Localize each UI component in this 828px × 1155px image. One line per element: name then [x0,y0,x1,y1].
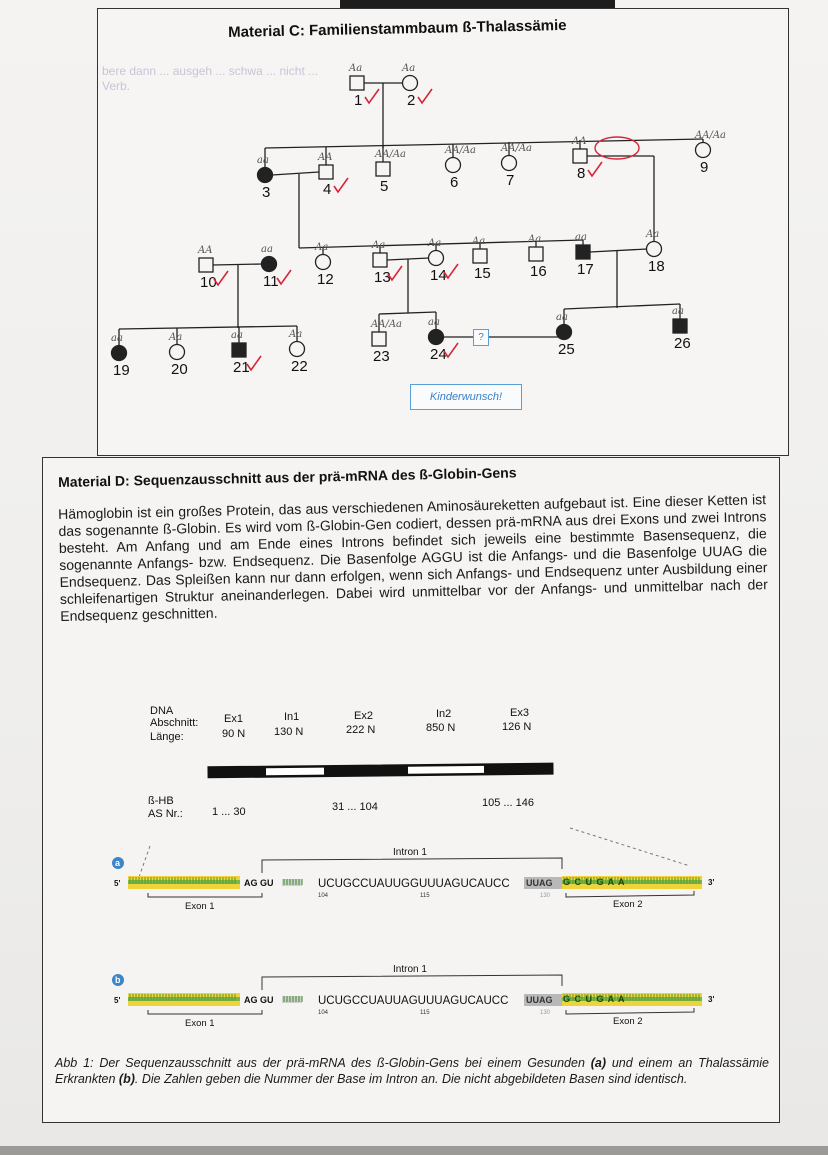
dna-table [150,705,531,743]
genotype-note-25: aa [556,312,568,323]
sec-in1: In1 [284,711,300,723]
caption-part3: . Die Zahlen geben die Nummer der Base im Intron an. Die nicht abgebildeten Basen sind identisch. [134,1072,688,1086]
individual-number-5: 5 [380,178,389,195]
individual-number-6: 6 [450,174,459,191]
exon1-label: Exon 1 [185,1018,215,1029]
unknown-child-box: ? [473,329,489,346]
laenge-label: Länge: [150,731,184,743]
genotype-note-8: AA [572,136,587,147]
individual-number-10: 10 [200,274,217,291]
genotype-note-6: AA/Aa [445,145,476,156]
genotype-note-17: aa [575,232,587,243]
individual-number-19: 19 [113,362,130,379]
genotype-note-15: Aa [472,236,486,247]
len-in2: 850 N [426,722,456,734]
individual-number-12: 12 [317,271,334,288]
hb-label: ß-HB [148,795,174,807]
exon1-label: Exon 1 [185,901,215,912]
dna-bar-outline [208,763,553,778]
paragraph-text: Hämoglobin ist ein großes Protein, das aus verschiedenen Aminosäureketten aufgebaut ist. Eine dieser Ketten ist das sogenannte ß-Globin. Es wird vom ß-Globin-Gen codiert, dessen prä-mRNA aus drei Exons und zwei Introns besteht. Am Anfang und am Ende eines Introns befindet sich jeweils eine bestimmte Basensequenz, die sogenannte Anfangs- bzw. Endsequenz. Die Basenfolge AGGU ist die Anfangs- und die Basenfolge UUAG die Endsequenz. Das Spleißen kann nur dann erfolgen, wenn sich Anfangs- und Endsequenz unter Ausbildung einer schleifenartigen Struktur aneinanderlegen. Dabei wird unmittelbar vor der Anfangs- und unmittelbar nach der Endsequenz geschnitten. [58,491,768,624]
individual-number-3: 3 [262,184,271,201]
panel-a [112,847,714,912]
five-prime-label: 5' [114,996,121,1005]
genotype-note-10: AA [198,245,213,256]
individual-number-4: 4 [323,181,332,198]
guide-left [138,846,150,880]
individual-number-21: 21 [233,359,250,376]
genotype-note-24: aa [428,317,440,328]
material-d-title: Material D: Sequenzausschnitt aus der prä-mRNA des ß-Globin-Gens [58,464,517,490]
len-ex3: 126 N [502,721,532,733]
panel-badge-letter: b [115,975,121,985]
exon2-label: Exon 2 [613,1016,643,1027]
figure-caption [55,1055,769,1087]
genotype-note-3: aa [257,155,269,166]
hb-range-3: 105 ... 146 [482,797,534,809]
exon2-bracket [566,1008,694,1014]
genotype-note-7: AA/Aa [501,143,532,154]
individual-number-25: 25 [558,341,575,358]
three-prime-label: 3' [708,878,715,887]
genotype-note-20: Aa [169,332,183,343]
individual-number-22: 22 [291,358,308,375]
individual-number-14: 14 [430,267,447,284]
individual-number-1: 1 [354,92,363,109]
individual-number-20: 20 [171,361,188,378]
individual-number-18: 18 [648,258,665,275]
hb-range-1: 1 ... 30 [212,806,246,818]
intron-bracket [262,975,562,990]
genotype-note-11: aa [261,244,273,255]
table-edge [0,1146,828,1155]
genotype-note-14: Aa [428,238,442,249]
individual-number-24: 24 [430,346,447,363]
genotype-note-13: Aa [372,240,386,251]
genotype-note-5: AA/Aa [375,149,406,160]
intron-bracket [262,858,562,873]
exon2-bracket [566,891,694,897]
position-104: 104 [318,1010,329,1016]
intron-label: Intron 1 [393,964,427,975]
dna-bar-intron2 [408,766,484,774]
len-ex2: 222 N [346,724,376,736]
sec-in2: In2 [436,708,452,720]
genotype-note-9: AA/Aa [695,130,726,141]
dna-bar [208,763,553,778]
start-sequence: AG GU [244,878,274,888]
individual-number-17: 17 [577,261,594,278]
individual-number-7: 7 [506,172,515,189]
genotype-note-19: aa [111,333,123,344]
individual-number-8: 8 [577,165,586,182]
individual-number-11: 11 [263,273,279,290]
genotype-note-23: AA/Aa [371,319,402,330]
genotype-note-21: aa [231,330,243,341]
exon1-bracket [148,1010,262,1014]
genotype-note-4: AA [318,152,333,163]
genotype-note-12: Aa [315,242,329,253]
hb-table [148,795,534,820]
individual-number-13: 13 [374,269,391,286]
exon1-bracket [148,893,262,897]
hb-range-2: 31 ... 104 [332,801,378,813]
individual-number-15: 15 [474,265,491,282]
intron-sequence: UCUGCCUAUUGGUUUAGUCAUCC [318,878,510,890]
position-115: 115 [420,893,430,899]
caption-part2: und einem an Thalassämie Erkrankten [55,1056,770,1086]
exon2-label: Exon 2 [613,899,643,910]
len-in1: 130 N [274,726,304,738]
position-115: 115 [420,1010,430,1016]
guide-right [570,828,690,866]
panel-b [112,964,714,1029]
caption-b: (b) [118,1072,135,1086]
individual-number-26: 26 [674,335,691,352]
intron-label: Intron 1 [393,847,427,858]
intron-sequence: UCUGCCUAUUAGUUUAGUCAUCC [318,995,509,1007]
caption-part1: Abb 1: Der Sequenzausschnitt aus der prä-mRNA des ß-Globin-Gens bei einem Gesunden [55,1056,591,1070]
len-ex1: 90 N [222,728,246,740]
caption-a: (a) [590,1056,607,1070]
sec-ex2: Ex2 [354,710,373,722]
genotype-note-22: Aa [289,329,303,340]
dna-label: DNA [150,705,174,717]
genotype-note-1: Aa [349,63,363,74]
position-130: 130 [540,893,551,899]
end-sequence: UUAG [526,878,553,888]
dna-bar-intron1 [266,768,324,776]
three-prime-label: 3' [708,995,715,1004]
individual-number-2: 2 [407,92,416,109]
position-104: 104 [318,893,329,899]
end-sequence: UUAG [526,995,553,1005]
panel-badge-letter: a [115,858,121,868]
exon2-letters: G C U G A A [563,994,626,1004]
sec-ex3: Ex3 [510,707,529,719]
start-sequence: AG GU [244,995,274,1005]
genotype-note-2: Aa [402,63,416,74]
genotype-note-18: Aa [646,229,660,240]
ghost-bleed-text: bere dann ... ausgeh ... schwa ... nicht ... Verb. [102,64,319,93]
abschnitt-label: Abschnitt: [150,717,199,729]
genotype-note-26: aa [672,306,684,317]
position-130: 130 [540,1010,551,1016]
genotype-note-16: Aa [528,234,542,245]
sec-ex1: Ex1 [224,713,243,725]
kinderwunsch-note: Kinderwunsch! [410,384,522,410]
exon2-letters: G C U G A A [563,877,626,887]
material-c-title: Material C: Familienstammbaum ß-Thalassämie [228,16,567,41]
individual-number-16: 16 [530,263,547,280]
as-nr-label: AS Nr.: [148,808,183,820]
individual-number-9: 9 [700,159,709,176]
five-prime-label: 5' [114,879,121,888]
individual-number-23: 23 [373,348,390,365]
